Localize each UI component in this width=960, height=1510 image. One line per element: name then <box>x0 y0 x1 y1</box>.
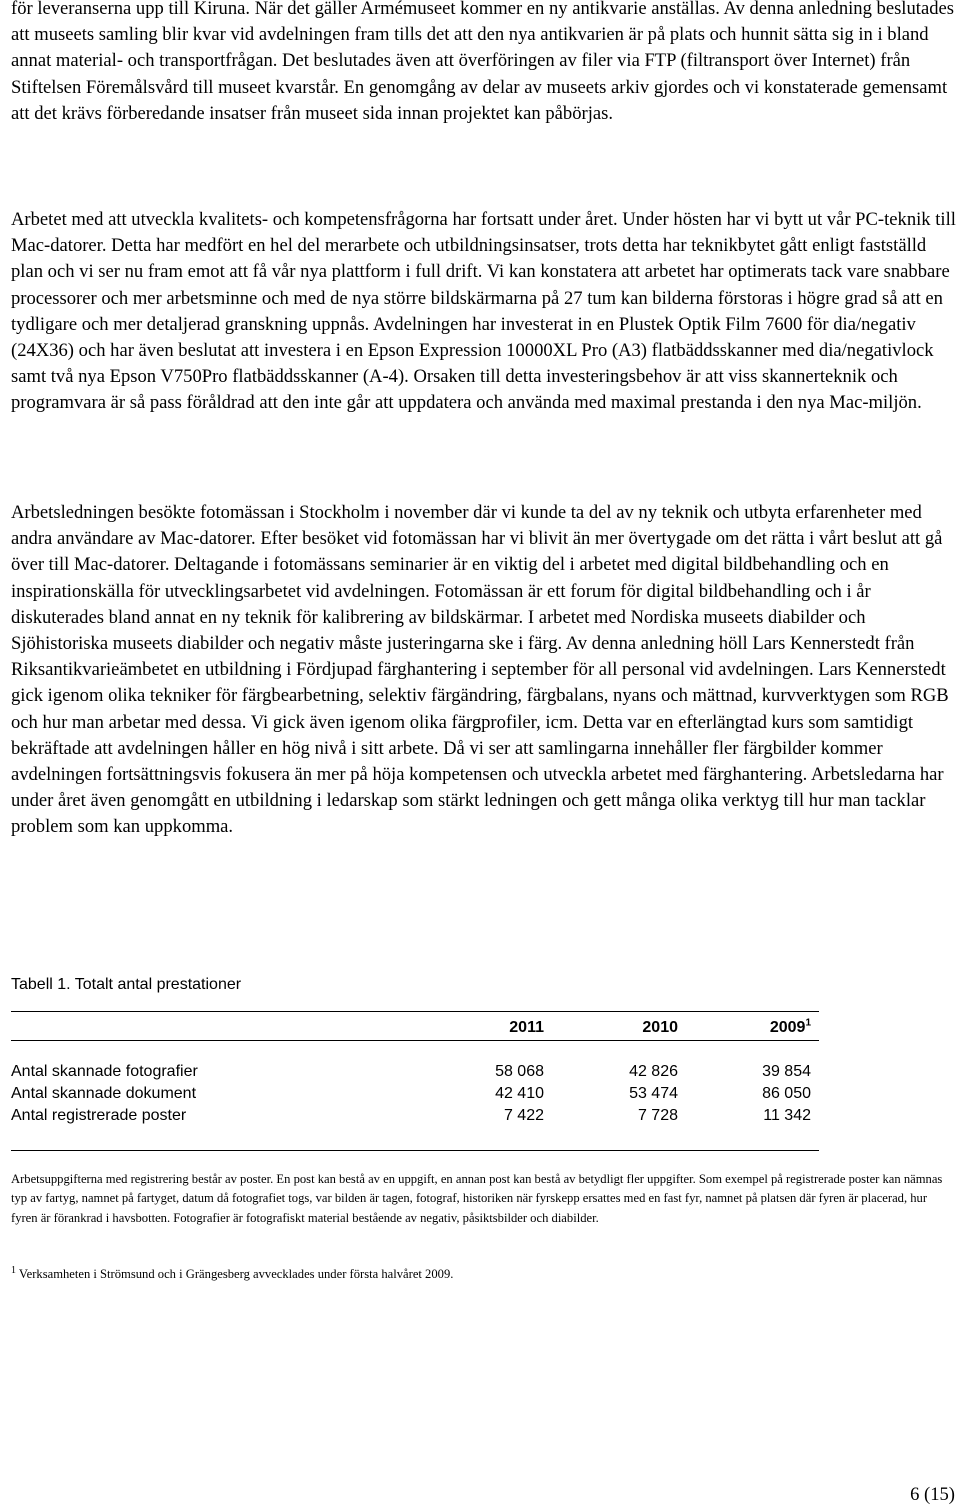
footnote-marker: 1 <box>805 1017 811 1029</box>
cell-value: 58 068 <box>495 1063 544 1080</box>
row-label: Antal registrerade poster <box>11 1107 187 1124</box>
cell-value: 86 050 <box>762 1085 811 1102</box>
cell-value: 42 826 <box>629 1063 678 1080</box>
paragraph-quality-competence: Arbetet med att utveckla kvalitets- och kompetensfrågorna har fortsatt under året. Under hösten har vi bytt ut vår PC-teknik till Mac-datorer. Detta har medfört en hel del merarbete och utbildningsinsatser, trots detta har teknikbytet gått enligt fastställd plan och vi ser nu fram emot att få vår nya plattform i full drift. Vi kan konstatera att arbetet har optimerats tack vare snabbare processorer och mer arbetsminne och med de nya större bildskärmarna på 27 tum kan bilderna förstoras i högre grad så att en tydligare och mer detaljerad granskning uppnås. Avdelningen har investerat in en Plustek Optik Film 7600 för dia/negativ (24X36) och har även beslutat att investera i en Epson Expression 10000XL Pro (A3) flatbäddsskanner med dia/negativlock samt två nya Epson V750Pro flatbäddsskanner (A-4). Orsaken till detta investeringsbehov är att viss skannerteknik och programvara är så pass föråldrad att den inte går att uppdatera och använda med maximal prestanda i den nya Mac-miljön. <box>11 209 956 414</box>
footnote-mark: 1 <box>11 1264 16 1276</box>
column-header-2010: 2010 <box>642 1019 678 1036</box>
row-label: Antal skannade dokument <box>11 1085 197 1102</box>
table-note: Arbetsuppgifterna med registrering består av poster. En post kan bestå av en uppgift, en annan post kan bestå av betydligt fler uppgifter. Som exempel på registrerade poster kan nämnas typ av fartyg, namnet på fartyget, datum då fotografiet togs, var bilden är tagen, fotograf, historiken när fyrskepp ersattes med en fast fyr, namnet på platsen där fyren är placerad, hur fyren är förankrad i havsbotten. Fotografier är fotografiskt material bestående av negativ, påsiktsbilder och diabilder. <box>11 1172 943 1225</box>
cell-value: 39 854 <box>762 1063 811 1080</box>
table-row <box>11 1061 819 1083</box>
page-number: 6 (15) <box>910 1484 955 1505</box>
cell-value: 11 342 <box>763 1107 811 1124</box>
cell-value: 42 410 <box>495 1085 544 1102</box>
table-caption: Tabell 1. Totalt antal prestationer <box>11 976 242 993</box>
column-header-2011: 2011 <box>509 1019 544 1036</box>
column-header-2009-label: 2009 <box>769 1019 806 1036</box>
footnote-text: Verksamheten i Strömsund och i Grängesberg avvecklades under första halvåret 2009. <box>16 1267 454 1281</box>
cell-value: 53 474 <box>629 1085 678 1102</box>
table-top-rule <box>11 1011 819 1012</box>
table-row <box>11 1105 819 1127</box>
paragraph-archive-transfer: för leveranserna upp till Kiruna. När det gäller Armémuseet kommer en ny antikvarie anställas. Av denna anledning beslutades att museets samling blir kvar vid avdelningen fram tills det att den nya antikvarien är på plats och hunnit sätta sig in i bland annat material- och transportfrågan. Det beslutades även att överföringen av filer via FTP (filtransport över Internet) från Stiftelsen Föremålsvård till museet kvarstår. En genomgång av delar av museets arkiv gjordes och vi konstaterade gemensamt att det krävs förberedande insatser från museet sida innan projektet kan påbörjas. <box>11 0 954 124</box>
column-header-2009 <box>691 1017 811 1039</box>
table-row <box>11 1083 819 1105</box>
footnote <box>11 1265 956 1284</box>
cell-value: 7 728 <box>637 1107 678 1124</box>
paragraph-photo-fair: Arbetsledningen besökte fotomässan i Stockholm i november där vi kunde ta del av ny teknik och utbyta erfarenheter med andra användare av Mac-datorer. Efter besöket vid fotomässan har vi blivit än mer övertygade om det rätta i vårt beslut att gå över till Mac-datorer. Deltagande i fotomässans seminarier är en viktig del i arbetet med digital bildbehandling och en inspirationskälla för utvecklingsarbetet vid avdelningen. Fotomässan är ett forum för digital bildbehandling och i år diskuterades bland annat en ny teknik för kalibrering av bildskärmar. I arbetet med Nordiska museets diabilder och Sjöhistoriska museets diabilder och negativ måste justeringarna ske i färg. Av denna anledning höll Lars Kennerstedt från Riksantikvarieämbetet en utbildning i Fördjupad färghantering i september för all personal vid avdelningen. Lars Kennerstedt gick igenom olika tekniker för färgbearbetning, selektiv färgändring, färgbalans, nyans och mättnad, kurvverktygen som RGB och hur man arbetar med dessa. Vi gick även igenom olika färgprofiler, icm. Detta var en efterlängtad kurs som samtidigt bekräftade att avdelningen håller en hög nivå i sitt arbete. Då vi ser att samlingarna innehåller fler färgbilder kommer avdelningen fortsättningsvis fokusera än mer på höja kompetensen och utveckla arbetet med färghantering. Arbetsledarna har under året även genomgått en utbildning i ledarskap som stärkt ledningen och gett många olika verktyg till hur man tacklar problem som kan uppkomma. <box>11 502 949 838</box>
cell-value: 7 422 <box>503 1107 544 1124</box>
table-bottom-rule <box>11 1150 819 1151</box>
row-label: Antal skannade fotografier <box>11 1063 198 1080</box>
table-header-rule <box>11 1040 819 1041</box>
